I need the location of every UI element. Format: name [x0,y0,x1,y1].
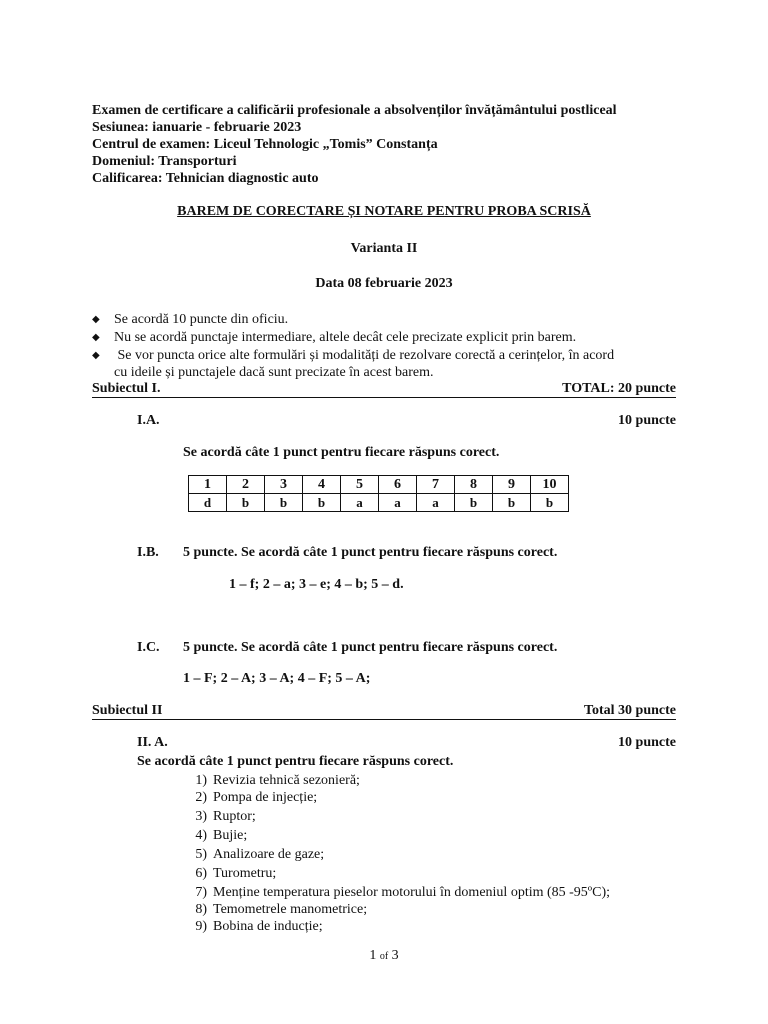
list-item [183,919,323,935]
table-cell: 4 [303,476,341,494]
list-number: 9) [195,919,207,934]
list-text: Menține temperatura pieselor motorului în domeniul optim (85 -95ºC); [213,885,611,900]
ic-label: I.C. [137,640,160,655]
document-title: BAREM DE CORECTARE ȘI NOTARE PENTRU PROBA SCRISĂ [177,204,591,219]
table-cell: b [227,494,265,512]
subject2-total: Total 30 puncte [583,703,676,718]
list-number: 6) [195,866,207,881]
table-cell: b [531,494,569,512]
table-cell: 3 [265,476,303,494]
ib-instruction: 5 puncte. Se acordă câte 1 punct pentru fiecare răspuns corect. [183,545,558,560]
table-cell: b [265,494,303,512]
exam-center: Centrul de examen: Liceul Tehnologic „Tomis” Constanța [92,137,438,152]
ia-instruction: Se acordă câte 1 punct pentru fiecare răspuns corect. [183,445,500,460]
exam-date: Data 08 februarie 2023 [315,276,453,291]
list-number: 4) [195,828,207,843]
list-number: 3) [195,809,207,824]
exam-title: Examen de certificare a calificării profesionale a absolvenților învățământului postliceal [92,103,617,118]
iia-header [137,735,676,751]
table-cell: 8 [455,476,493,494]
page-number [0,948,768,964]
list-number: 2) [195,790,207,805]
answer-table [188,475,569,512]
list-text: Revizia tehnică sezonieră; [213,773,360,788]
list-item [183,902,367,918]
diamond-bullet-icon: ◆ [92,314,100,325]
list-number: 5) [195,847,207,862]
qualification: Calificarea: Tehnician diagnostic auto [92,171,319,186]
list-text: Turometru; [213,866,277,881]
list-text: Ruptor; [213,809,256,824]
list-item [183,885,610,901]
bullet-continuation: cu ideile și punctajele dacă sunt precizate în acest barem. [114,365,434,380]
answer-table-numbers [189,476,569,494]
list-number: 8) [195,902,207,917]
table-cell: d [189,494,227,512]
table-cell: 10 [531,476,569,494]
iia-label: II. A. [137,735,168,750]
list-text: Bobina de inducție; [213,919,323,934]
table-cell: 2 [227,476,265,494]
iia-points: 10 puncte [618,735,676,750]
ia-label: I.A. [137,413,160,428]
ib-label: I.B. [137,545,159,560]
page-of: of [379,951,389,962]
list-item [183,790,317,806]
table-cell: 9 [493,476,531,494]
table-cell: b [455,494,493,512]
ia-points: 10 puncte [618,413,676,428]
bullet-text: Nu se acordă punctaje intermediare, altele decât cele precizate explicit prin barem. [114,330,577,345]
ic-instruction: 5 puncte. Se acordă câte 1 punct pentru fiecare răspuns corect. [183,640,558,655]
list-text: Pompa de injecție; [213,790,318,805]
bullet-item [92,329,576,346]
table-cell: b [493,494,531,512]
subject1-label: Subiectul I. [92,381,161,396]
subject2-label: Subiectul II [92,703,163,718]
list-text: Bujie; [213,828,248,843]
diamond-bullet-icon: ◆ [92,350,100,361]
subject2-header [92,703,676,720]
table-cell: a [379,494,417,512]
variant-label: Varianta II [350,241,418,256]
list-item [183,773,360,789]
domain: Domeniul: Transporturi [92,154,237,169]
list-number: 7) [195,885,207,900]
bullet-item [92,311,288,328]
list-item [183,866,276,882]
diamond-bullet-icon: ◆ [92,332,100,343]
ia-header [137,413,676,429]
subject1-header [92,381,676,398]
page-current: 1 [369,948,377,963]
table-cell: 7 [417,476,455,494]
list-item [183,847,324,863]
table-cell: 5 [341,476,379,494]
table-cell: 6 [379,476,417,494]
session: Sesiunea: ianuarie - februarie 2023 [92,120,302,135]
table-cell: 1 [189,476,227,494]
table-cell: a [341,494,379,512]
ib-answers: 1 – f; 2 – a; 3 – e; 4 – b; 5 – d. [229,577,404,592]
list-item [183,809,256,825]
list-number: 1) [195,773,207,788]
list-item [183,828,247,844]
ic-answers: 1 – F; 2 – A; 3 – A; 4 – F; 5 – A; [183,671,371,686]
table-cell: a [417,494,455,512]
bullet-text: Se vor puncta orice alte formulări și modalități de rezolvare corectă a cerințelor, în acord [114,348,615,363]
subject1-total: TOTAL: 20 puncte [562,381,676,396]
answer-table-answers [189,494,569,512]
iia-instruction: Se acordă câte 1 punct pentru fiecare răspuns corect. [137,754,454,769]
bullet-item [92,347,614,364]
list-text: Analizoare de gaze; [213,847,325,862]
page-total: 3 [391,948,399,963]
list-text: Temometrele manometrice; [213,902,368,917]
bullet-text: Se acordă 10 puncte din oficiu. [114,312,289,327]
table-cell: b [303,494,341,512]
